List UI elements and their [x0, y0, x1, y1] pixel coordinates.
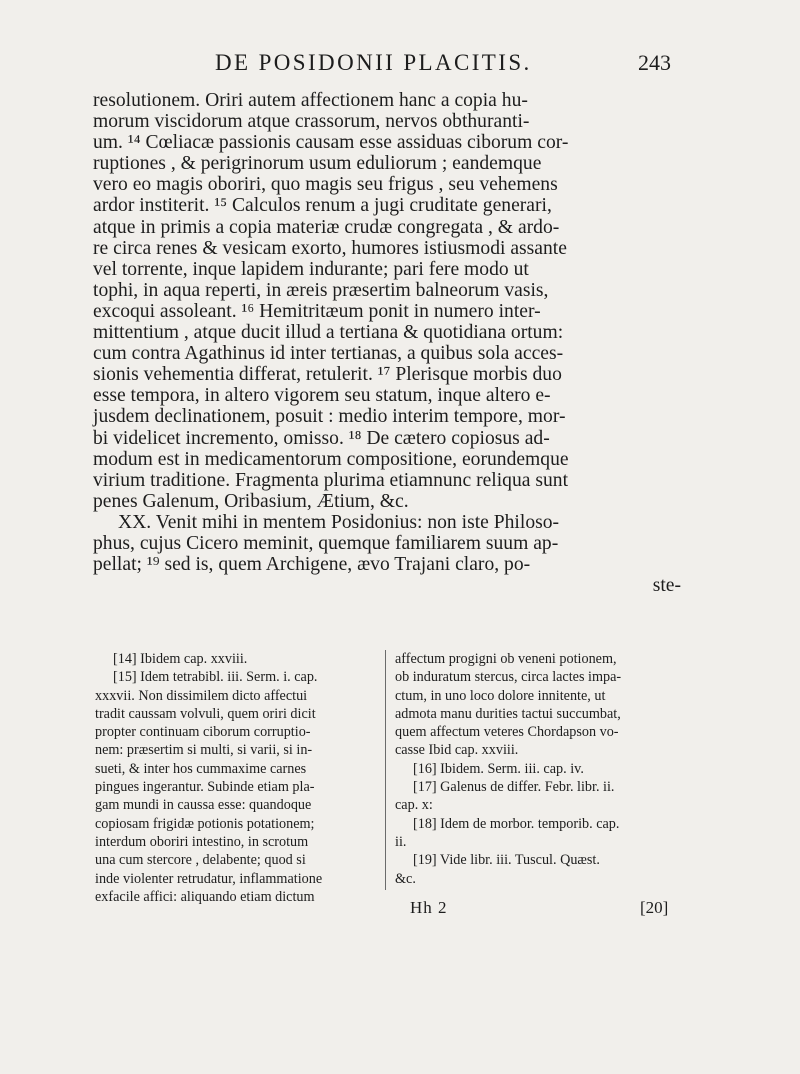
footnote-line: pingues ingerantur. Subinde etiam pla- [95, 779, 315, 796]
footnote-line: [17] Galenus de differ. Febr. libr. ii. [413, 779, 615, 796]
section-heading-line: XX. Venit mihi in mentem Posidonius: non iste Philoso- [118, 511, 560, 533]
footnote-line: sueti, & inter hos cummaxime carnes [95, 760, 307, 777]
column-divider [385, 650, 386, 890]
footnote-line: interdum oboriri intestino, in scrotum [95, 833, 309, 850]
text-line: atque in primis a copia materiæ crudæ congregata , & ardo- [93, 216, 560, 238]
footnote-column-left [95, 650, 378, 906]
text-line: phus, cujus Cicero meminit, quemque familiarem suum ap- [93, 532, 559, 554]
footnote-line: &c. [395, 870, 416, 887]
text-line: mittentium , atque ducit illud a tertiana & quotidiana ortum: [93, 322, 564, 344]
text-line: cum contra Agathinus id inter tertianas, a quibus sola acces- [93, 343, 564, 365]
running-title: DE POSIDONII PLACITIS. [215, 50, 532, 75]
text-line: ruptiones , & perigrinorum usum eduliorum ; eandemque [93, 153, 542, 175]
footnote-line: tradit caussam volvuli, quem oriri dicit [95, 705, 316, 722]
text-line: vero eo magis oboriri, quo magis seu frigus , seu vehemens [93, 174, 558, 196]
text-line: re circa renes & vesicam exorto, humores istiusmodi assante [93, 237, 567, 259]
text-line: esse tempora, in altero vigorem seu statum, inque altero e- [93, 385, 551, 407]
text-line: resolutionem. Oriri autem affectionem hanc a copia hu- [93, 90, 528, 111]
page-number: 243 [638, 50, 671, 75]
footnote-line: ctum, in uno loco dolore innitente, ut [395, 687, 606, 704]
footnote-line: admota manu durities tactui succumbat, [395, 705, 621, 722]
text-line: pellat; ¹⁹ sed is, quem Archigene, ævo Trajani claro, po- [93, 554, 531, 576]
text-line: virium traditione. Fragmenta plurima etiamnunc reliqua sunt [93, 469, 569, 491]
text-line: um. ¹⁴ Cœliacæ passionis causam esse assiduas ciborum cor- [93, 132, 569, 154]
text-line: ardor institerit. ¹⁵ Calculos renum a jugi cruditate generari, [93, 195, 552, 217]
text-line: excoqui assoleant. ¹⁶ Hemitritæum ponit in numero inter- [93, 300, 541, 322]
footnote-line: [15] Idem tetrabibl. iii. Serm. i. cap. [113, 669, 318, 686]
footnote-line: casse Ibid cap. xxviii. [395, 742, 519, 759]
footnote-line: quem affectum veteres Chordapson vo- [395, 724, 619, 741]
footnote-line: una cum stercore , delabente; quod si [95, 852, 306, 869]
footnote-line: [19] Vide libr. iii. Tuscul. Quæst. [413, 852, 600, 869]
text-line: tophi, in aqua reperti, in æreis præsertim balneorum vasis, [93, 279, 549, 301]
text-line: modum est in medicamentorum compositione, eorundemque [93, 448, 569, 470]
footnote-line: xxxvii. Non dissimilem dicto affectui [95, 687, 308, 704]
footnote-line: gam mundi in caussa esse: quandoque [95, 797, 312, 814]
footnote-line: cap. x: [395, 797, 433, 814]
footnote-line: nem: præsertim si multi, si varii, si in- [95, 742, 313, 759]
footnote-line: inde violenter retrudatur, inflammatione [95, 870, 323, 887]
text-line: sionis vehementia differat, retulerit. ¹⁷ Plerisque morbis duo [93, 364, 562, 386]
footnote-line: [16] Ibidem. Serm. iii. cap. iv. [413, 760, 584, 777]
main-text-block [93, 90, 685, 596]
footnote-line: ob induratum stercus, circa lactes impa- [395, 669, 622, 686]
footnote-column-right [395, 650, 685, 888]
bottom-catchword: [20] [640, 898, 669, 917]
text-line: morum viscidorum atque crassorum, nervos obthuranti- [93, 111, 530, 133]
text-line: jusdem declinationem, posuit : medio interim tempore, mor- [93, 406, 566, 428]
footnote-line: ii. [395, 833, 407, 850]
footnote-line: exfacile affici: aliquando etiam dictum [95, 888, 315, 905]
footnote-line: [14] Ibidem cap. xxviii. [113, 651, 248, 667]
footnote-line: [18] Idem de morbor. temporib. cap. [413, 815, 620, 832]
signature-mark: Hh 2 [410, 898, 448, 917]
catchword: ste- [652, 575, 681, 597]
text-line: vel torrente, inque lapidem indurante; pari fere modo ut [93, 258, 529, 280]
text-line: penes Galenum, Oribasium, Ætium, &c. [93, 490, 409, 512]
footnote-line: propter continuam ciborum corruptio- [95, 724, 311, 741]
text-line: bi videlicet incremento, omisso. ¹⁸ De cætero copiosus ad- [93, 427, 550, 449]
footnote-line: affectum progigni ob veneni potionem, [395, 651, 617, 667]
footnote-line: copiosam frigidæ potionis potationem; [95, 815, 315, 832]
